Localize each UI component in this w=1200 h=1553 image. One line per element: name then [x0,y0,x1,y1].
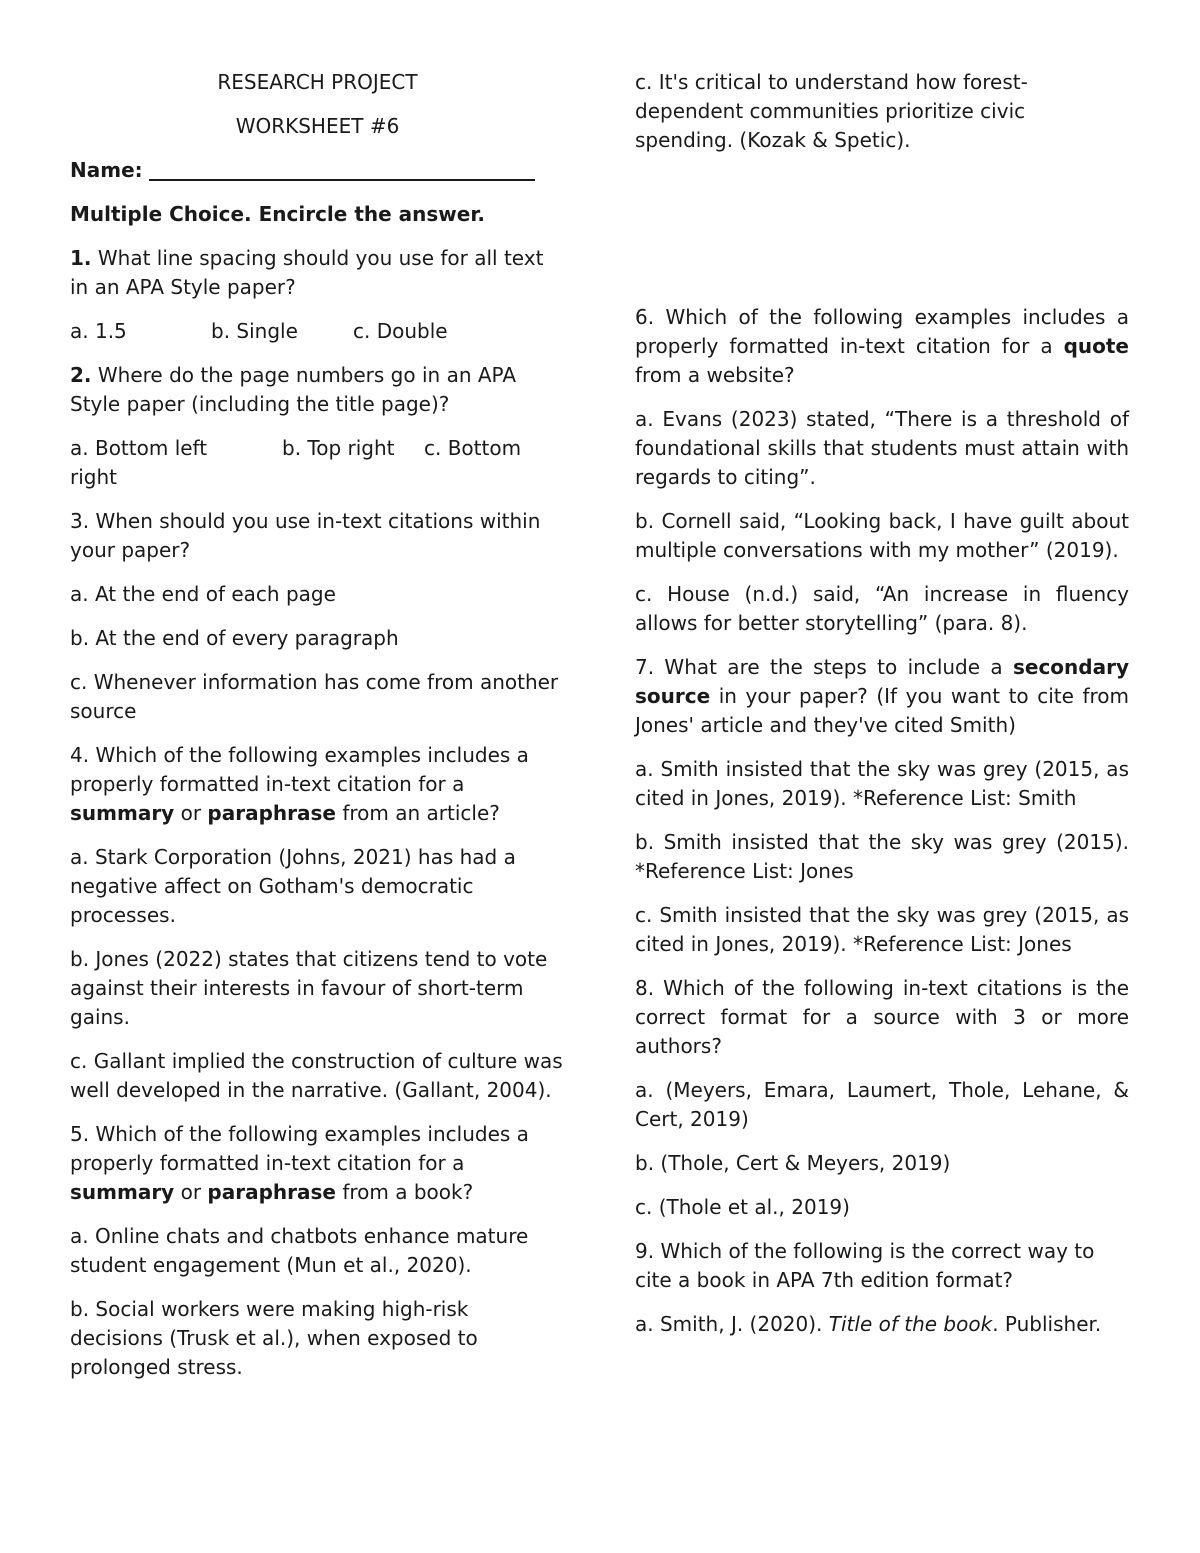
question-6-option-a[interactable]: a. Evans (2023) stated, “There is a threshold of foundational skills that students must attain with regards to citing”. [635,407,1129,489]
question-3 [70,507,565,726]
question-1-option-b[interactable]: b. Single [211,319,298,343]
question-2 [70,361,565,492]
question-6 [635,303,1129,638]
question-8-option-b[interactable]: b. (Thole, Cert & Meyers, 2019) [635,1151,951,1175]
question-5-option-b[interactable]: b. Social workers were making high-risk decisions (Trusk et al.), when exposed to prolonged stress. [70,1297,478,1379]
worksheet-title: RESEARCH PROJECT [217,70,418,94]
question-9-prompt: 9. Which of the following is the correct way to cite a book in APA 7th edition format? [635,1239,1095,1292]
question-3-option-b[interactable]: b. At the end of every paragraph [70,626,399,650]
question-4-option-c[interactable]: c. Gallant implied the construction of culture was well developed in the narrative. (Gallant, 2004). [70,1049,563,1102]
question-9 [635,1237,1129,1339]
instructions: Multiple Choice. Encircle the answer. [70,202,485,226]
name-label: Name: [70,158,143,182]
question-5-option-a[interactable]: a. Online chats and chatbots enhance mature student engagement (Mun et al., 2020). [70,1224,529,1277]
question-5-option-c[interactable]: c. It's critical to understand how forest-dependent communities prioritize civic spending. (Kozak & Spetic). [635,70,1028,152]
question-8-option-a[interactable]: a. (Meyers, Emara, Laumert, Thole, Lehane, & Cert, 2019) [635,1078,1129,1131]
question-4-option-b[interactable]: b. Jones (2022) states that citizens tend to vote against their interests in favour of short-term gains. [70,947,548,1029]
question-7-option-a[interactable]: a. Smith insisted that the sky was grey (2015, as cited in Jones, 2019). *Reference List: Smith [635,757,1129,810]
question-1-options [70,317,565,346]
worksheet-subtitle: WORKSHEET #6 [235,114,400,138]
question-8-option-c[interactable]: c. (Thole et al., 2019) [635,1195,850,1219]
question-8 [635,974,1129,1222]
question-9-option-a[interactable]: a. Smith, J. (2020). Title of the book. Publisher. [635,1312,1102,1336]
left-column [70,68,565,1397]
question-7-option-b[interactable]: b. Smith insisted that the sky was grey (2015). *Reference List: Jones [635,830,1129,883]
question-5 [70,1120,565,1382]
name-field [70,156,565,185]
question-8-prompt: 8. Which of the following in-text citations is the correct format for a source with 3 or more authors? [635,976,1129,1058]
question-2-prompt: 2. Where do the page numbers go in an APA Style paper (including the title page)? [70,363,516,416]
question-4 [70,741,565,1105]
question-2-option-c[interactable]: c. Bottom right [70,436,522,489]
question-3-option-a[interactable]: a. At the end of each page [70,582,336,606]
question-4-option-a[interactable]: a. Stark Corporation (Johns, 2021) has had a negative affect on Gotham's democratic processes. [70,845,516,927]
question-6-option-b[interactable]: b. Cornell said, “Looking back, I have guilt about multiple conversations with my mother” (2019). [635,509,1129,562]
question-2-option-b[interactable]: b. Top right [282,436,395,460]
question-1-option-c[interactable]: c. Double [353,319,448,343]
question-1-prompt: 1. What line spacing should you use for all text in an APA Style paper? [70,246,544,299]
question-6-option-c[interactable]: c. House (n.d.) said, “An increase in fluency allows for better storytelling” (para. 8). [635,582,1129,635]
question-1 [70,244,565,346]
question-2-options [70,434,565,492]
question-7 [635,653,1129,959]
question-4-prompt: 4. Which of the following examples includes a properly formatted in-text citation for a summary or paraphrase from an article? [70,743,529,825]
question-1-option-a[interactable]: a. 1.5 [70,319,127,343]
question-6-prompt: 6. Which of the following examples includes a properly formatted in-text citation for a quote from a website? [635,305,1129,387]
question-7-option-c[interactable]: c. Smith insisted that the sky was grey (2015, as cited in Jones, 2019). *Reference List: Jones [635,903,1129,956]
question-2-option-a[interactable]: a. Bottom left [70,436,208,460]
question-3-option-c[interactable]: c. Whenever information has come from another source [70,670,559,723]
name-blank-line[interactable] [149,159,535,181]
question-7-prompt: 7. What are the steps to include a secondary source in your paper? (If you want to cite from Jones' article and they've cited Smith) [635,655,1129,737]
right-column [635,68,1129,1354]
question-3-prompt: 3. When should you use in-text citations within your paper? [70,509,541,562]
question-5-prompt: 5. Which of the following examples includes a properly formatted in-text citation for a summary or paraphrase from a book? [70,1122,529,1204]
